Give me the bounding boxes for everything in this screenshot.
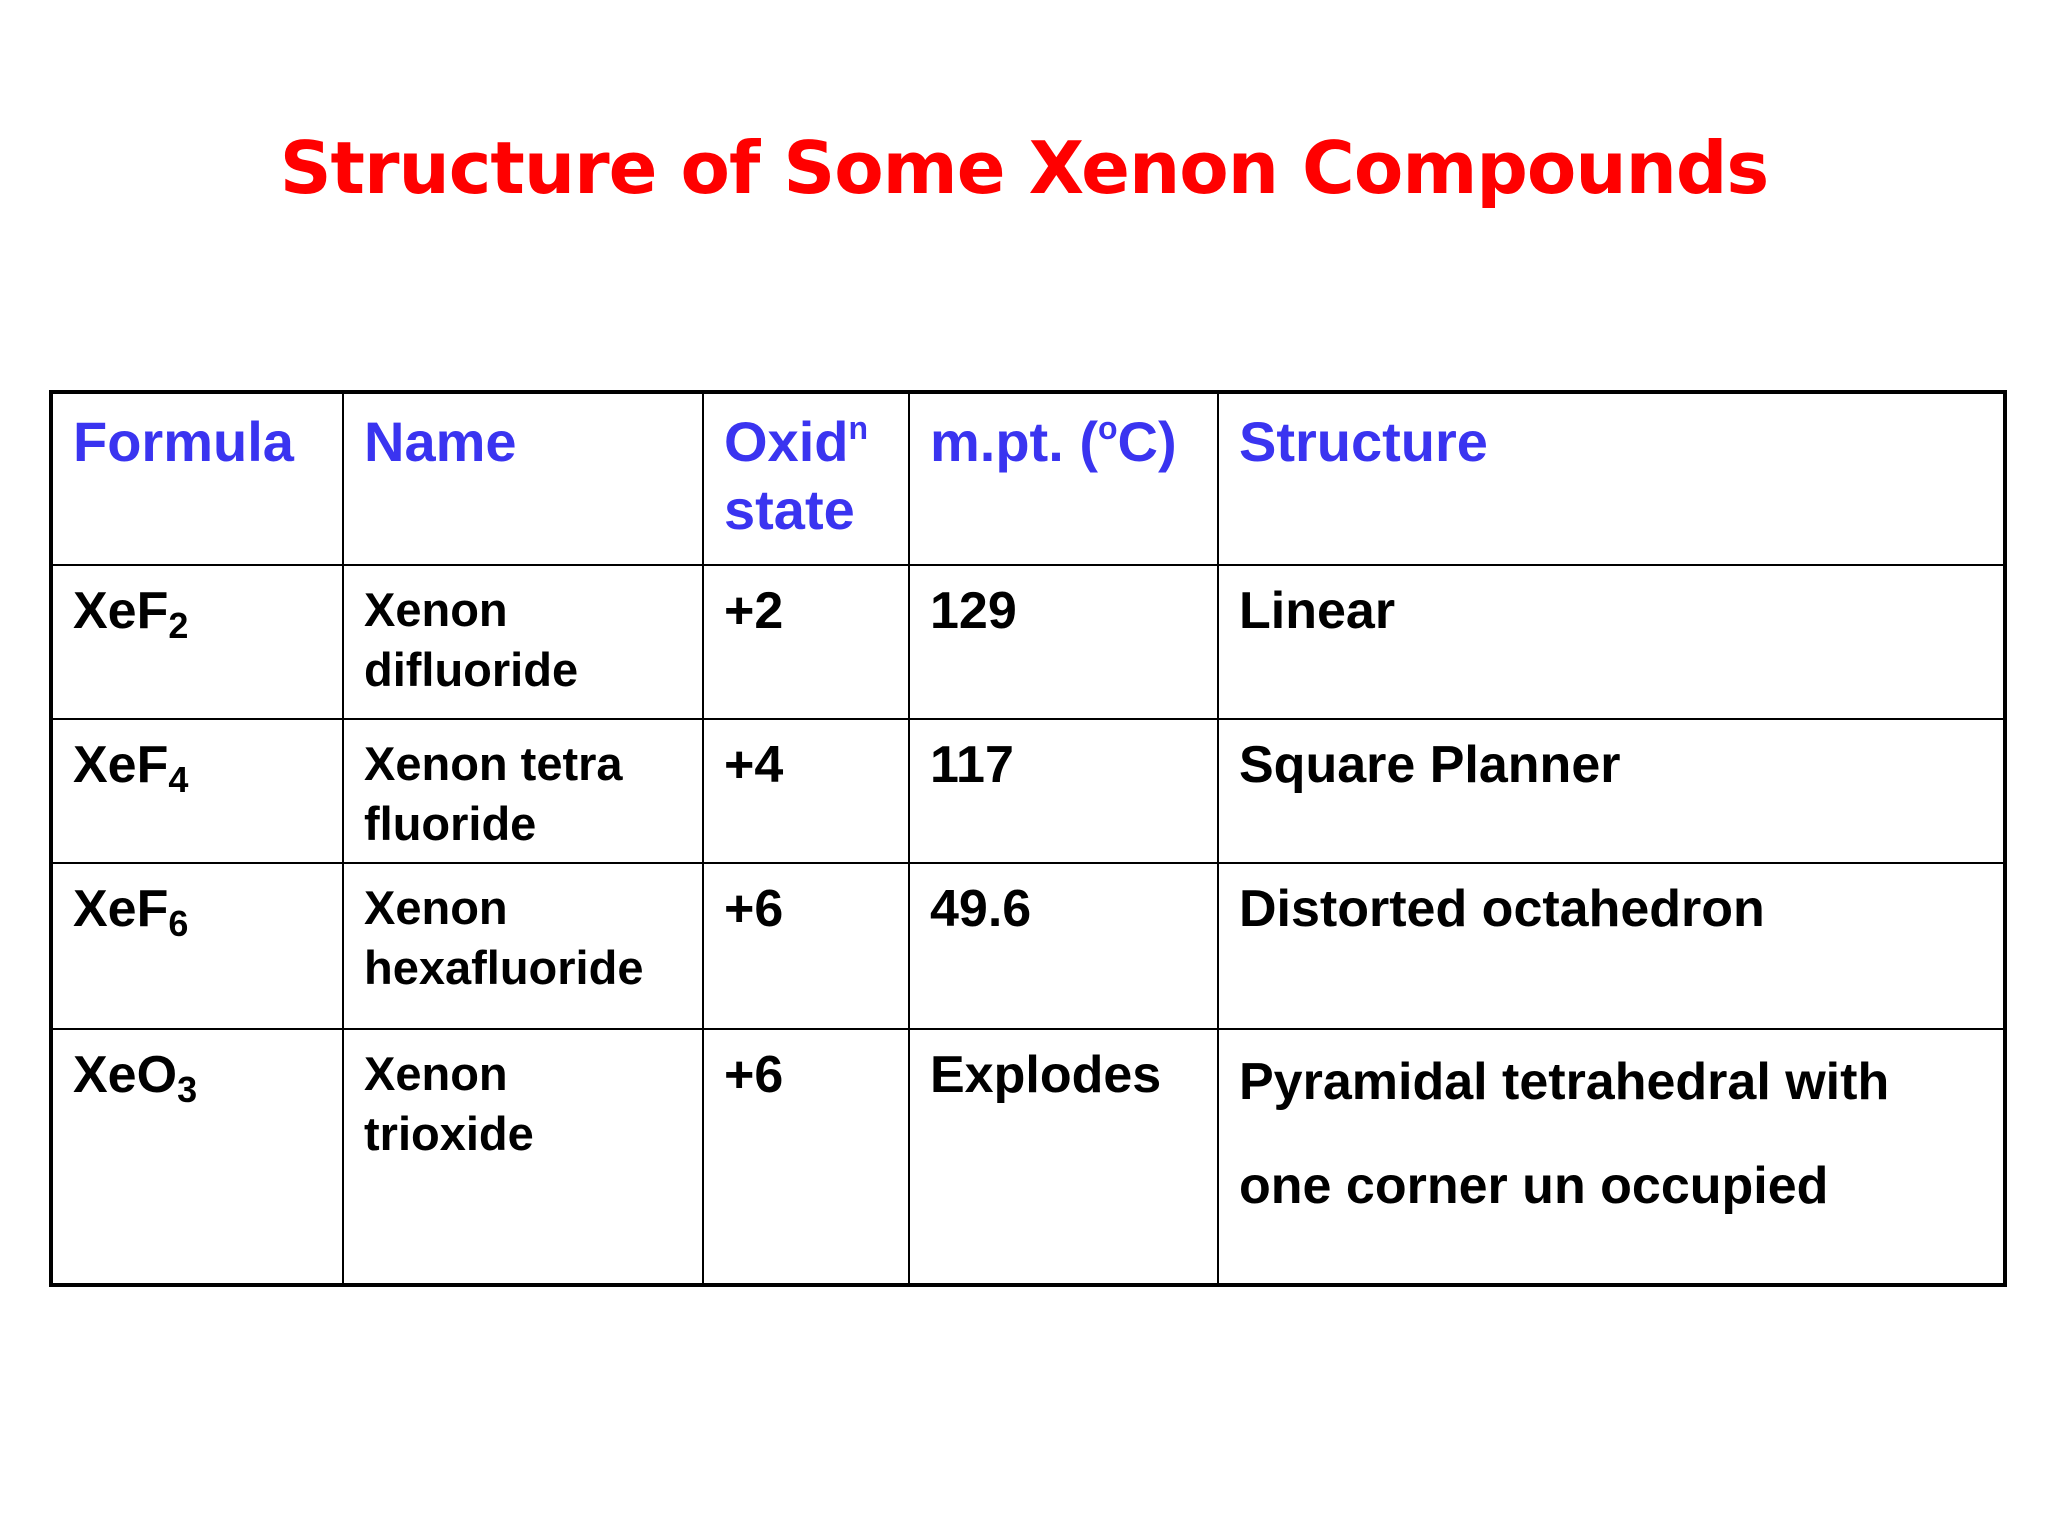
formula-subscript: 6 [168, 903, 189, 944]
table-row [51, 565, 2005, 719]
formula-subscript: 2 [168, 605, 189, 646]
melting-point-cell: Explodes [909, 1029, 1218, 1285]
header-mpt-prefix: m.pt. ( [930, 410, 1098, 473]
formula-subscript: 3 [177, 1069, 198, 1110]
name-line: Xenon [364, 1047, 508, 1100]
table-row [51, 719, 2005, 863]
name-line: difluoride [364, 643, 579, 696]
melting-point-cell: 117 [909, 719, 1218, 863]
formula-base: XeF [73, 736, 169, 794]
name-cell [343, 719, 703, 863]
name-line: hexafluoride [364, 941, 644, 994]
header-name: Name [343, 392, 703, 565]
name-line: Xenon [364, 583, 508, 636]
header-oxidation-superscript: n [848, 410, 869, 446]
oxidation-cell: +6 [703, 863, 909, 1029]
name-cell [343, 565, 703, 719]
formula-base: XeF [73, 880, 169, 938]
oxidation-cell: +2 [703, 565, 909, 719]
melting-point-cell: 49.6 [909, 863, 1218, 1029]
melting-point-cell: 129 [909, 565, 1218, 719]
oxidation-cell: +4 [703, 719, 909, 863]
formula-base: XeF [73, 582, 169, 640]
header-melting-point [909, 392, 1218, 565]
formula-subscript: 4 [168, 759, 189, 800]
structure-cell: Linear [1218, 565, 2005, 719]
header-mpt-degree: o [1097, 410, 1118, 446]
structure-cell: Square Planner [1218, 719, 2005, 863]
xenon-compounds-table [49, 390, 2007, 1287]
name-cell [343, 1029, 703, 1285]
formula-base: XeO [73, 1046, 178, 1104]
name-line: Xenon tetra [364, 737, 623, 790]
header-formula: Formula [51, 392, 343, 565]
name-line: Xenon [364, 881, 508, 934]
slide-title: Structure of Some Xenon Compounds [279, 126, 1769, 210]
table-row [51, 1029, 2005, 1285]
header-oxidation-tail: state [724, 478, 855, 541]
structure-line: one corner un occupied [1239, 1157, 1829, 1215]
table-header-row [51, 392, 2005, 565]
name-line: fluoride [364, 797, 537, 850]
header-oxidation-base: Oxid [724, 410, 849, 473]
formula-cell [51, 719, 343, 863]
formula-cell [51, 1029, 343, 1285]
name-line: trioxide [364, 1107, 534, 1160]
name-cell [343, 863, 703, 1029]
structure-line: Pyramidal tetrahedral with [1239, 1053, 1890, 1111]
structure-cell [1218, 1029, 2005, 1285]
table-row [51, 863, 2005, 1029]
header-structure: Structure [1218, 392, 2005, 565]
formula-cell [51, 863, 343, 1029]
formula-cell [51, 565, 343, 719]
structure-cell: Distorted octahedron [1218, 863, 2005, 1029]
header-mpt-suffix: C) [1117, 410, 1177, 473]
header-oxidation-state [703, 392, 909, 565]
oxidation-cell: +6 [703, 1029, 909, 1285]
